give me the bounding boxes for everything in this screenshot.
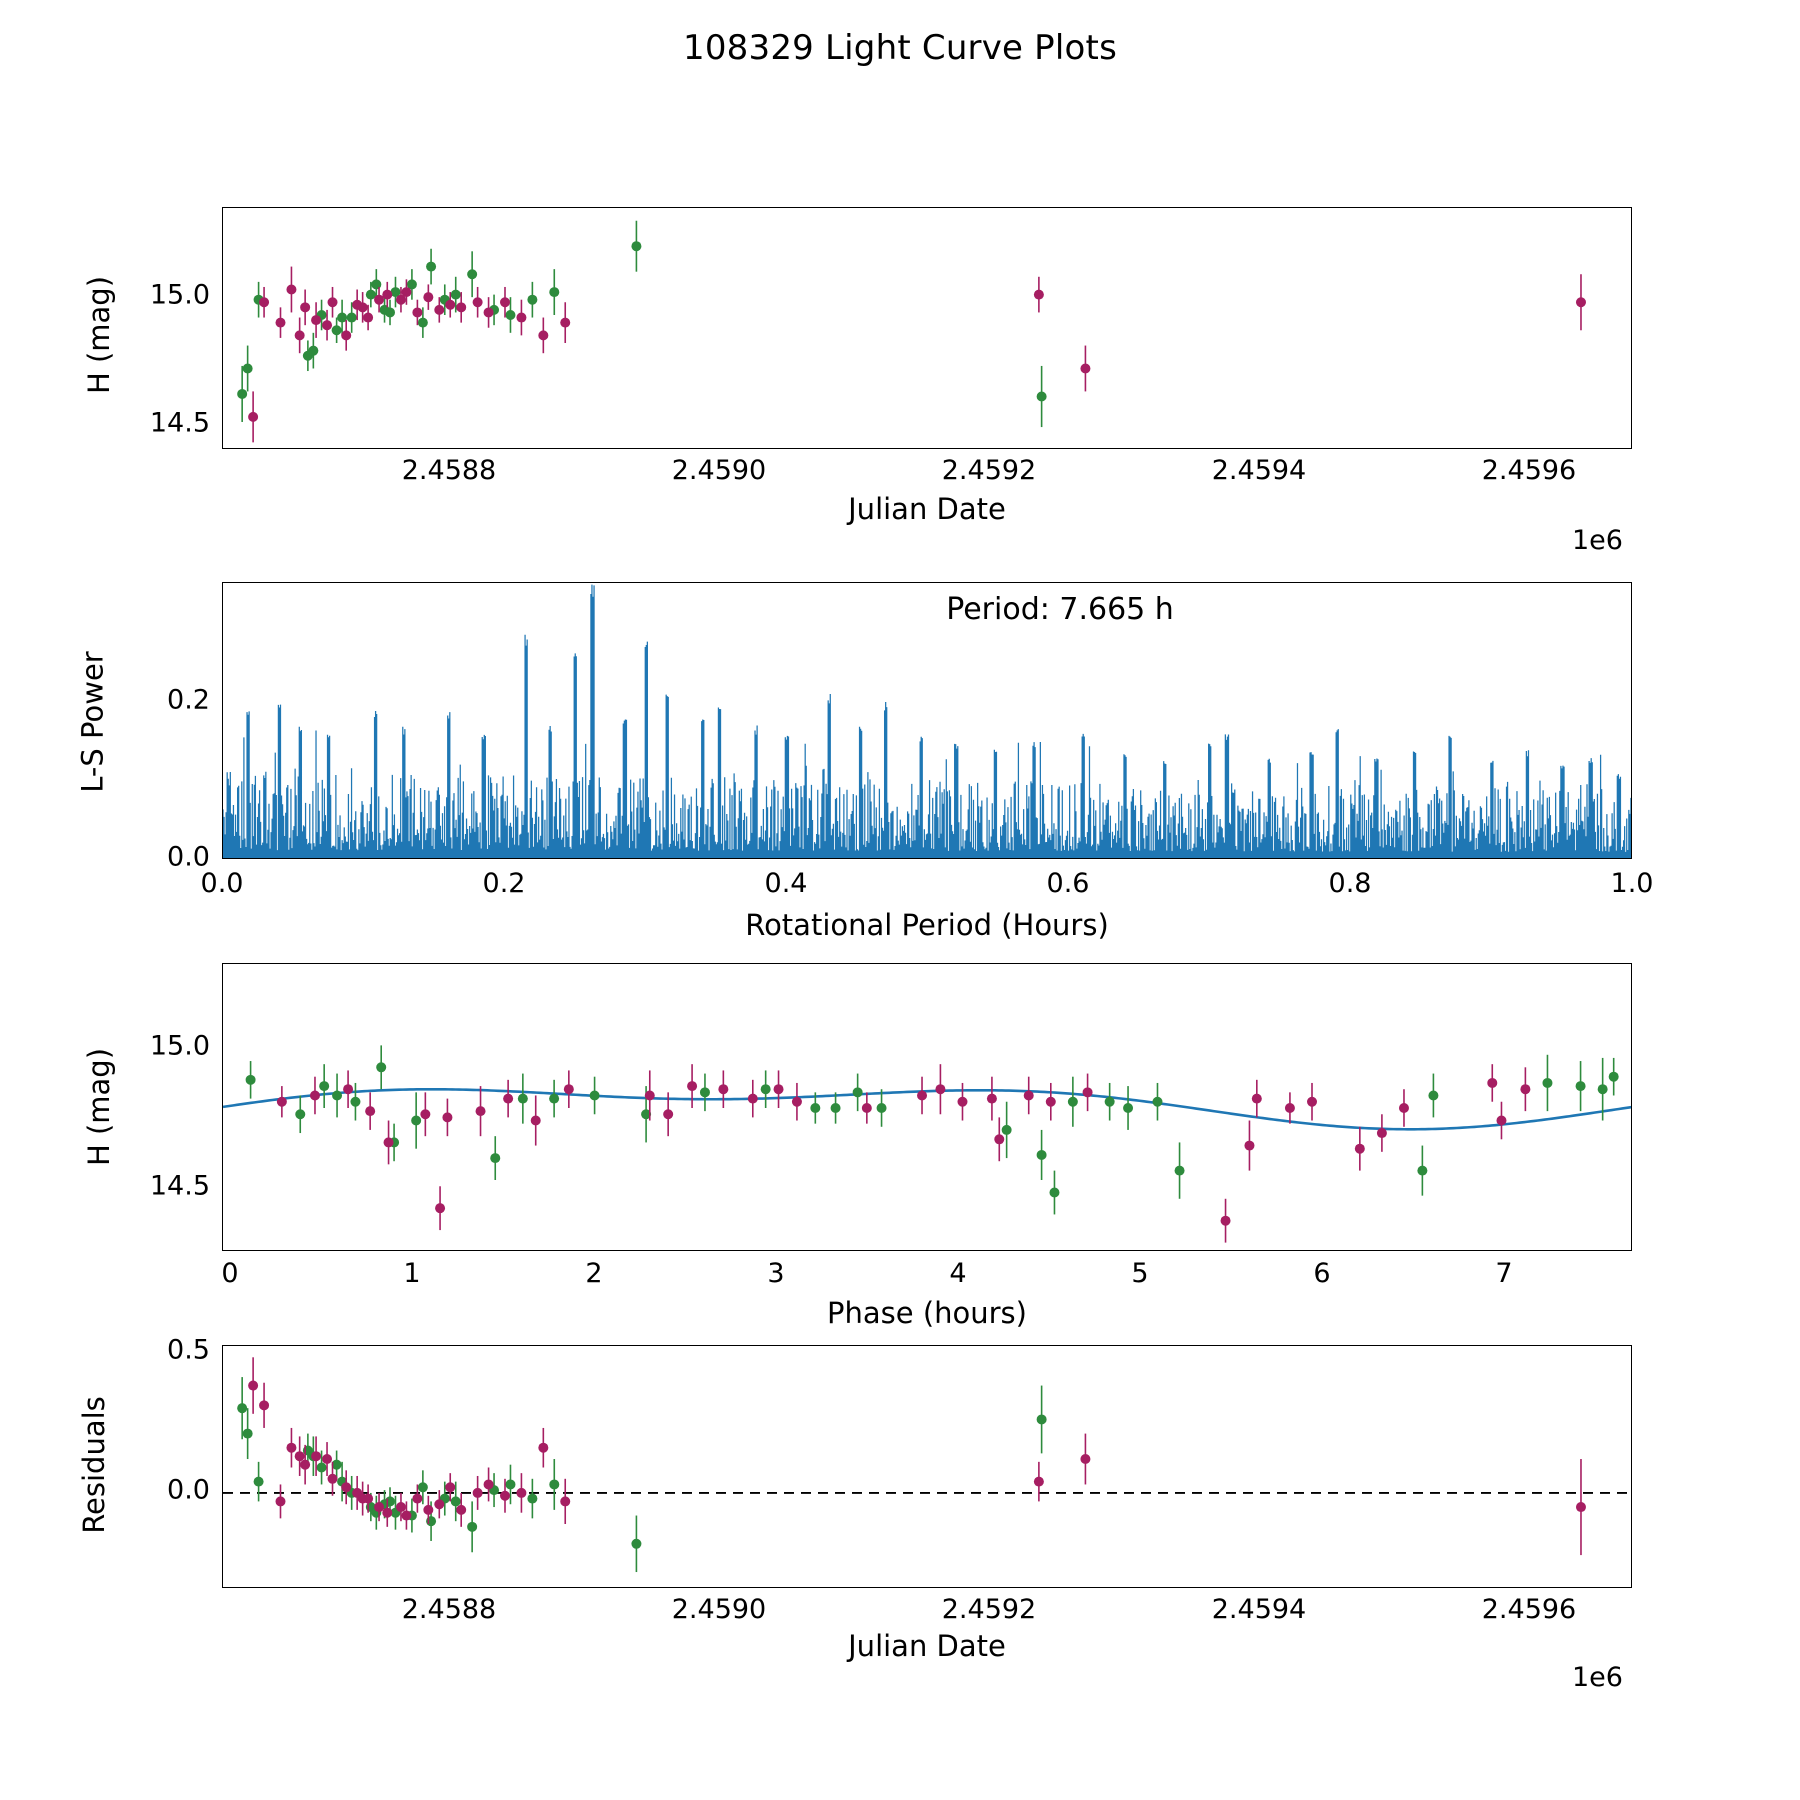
raw-light-curve-ylabel: H (mag): [82, 275, 117, 395]
xtick-label: 2: [585, 1258, 603, 1289]
xtick-label: 6: [1313, 1258, 1331, 1289]
xtick-label: 2.4592: [941, 455, 1037, 486]
residuals-axes: [222, 1345, 1632, 1588]
ytick-label: 15.0: [149, 279, 210, 311]
periodogram-axes: [222, 582, 1632, 859]
xtick-label: 5: [1131, 1258, 1149, 1289]
raw-light-curve-xlabel: Julian Date: [848, 492, 1006, 526]
panel-raw-light-curve: [222, 207, 1632, 449]
ytick-label: 0.0: [167, 1474, 210, 1506]
raw-light-curve-plot-area: [223, 208, 1632, 449]
periodogram-period-annotation: Period: 7.665 h: [946, 592, 1174, 627]
xtick-label: 2.4594: [1211, 1594, 1307, 1625]
xtick-label: 2.4596: [1481, 455, 1577, 486]
xtick-label: 0.0: [200, 868, 244, 899]
green-points: [237, 1377, 1046, 1572]
panel-periodogram: [222, 582, 1632, 859]
xtick-label: 2.4592: [941, 1594, 1037, 1625]
xtick-label: 2.4588: [401, 455, 497, 486]
xtick-label: 0.2: [482, 868, 526, 899]
panel-residuals: [222, 1345, 1632, 1588]
magenta-points: [248, 1357, 1586, 1555]
ytick-label: 14.5: [149, 407, 210, 439]
residuals-plot-area: [223, 1346, 1632, 1588]
phase-folded-plot-area: [223, 964, 1632, 1251]
xtick-label: 0.8: [1328, 868, 1372, 899]
xtick-label: 1: [403, 1258, 421, 1289]
xtick-label: 2.4596: [1481, 1594, 1577, 1625]
xtick-label: 4: [949, 1258, 967, 1289]
xtick-label: 2.4588: [401, 1594, 497, 1625]
periodogram-spikes: [223, 585, 1632, 859]
green-points: [237, 221, 1046, 427]
xtick-label: 3: [767, 1258, 785, 1289]
ytick-label: 15.0: [149, 1030, 210, 1062]
xtick-label: 2.4590: [671, 1594, 767, 1625]
phase-folded-xlabel: Phase (hours): [827, 1296, 1027, 1330]
raw-light-curve-x-offset: 1e6: [1572, 525, 1623, 556]
residuals-ylabel: Residuals: [76, 1396, 111, 1534]
phase-folded-axes: [222, 963, 1632, 1251]
raw-light-curve-axes: [222, 207, 1632, 449]
ytick-label: 0.0: [167, 841, 210, 873]
periodogram-ylabel: L-S Power: [75, 651, 110, 793]
periodogram-xlabel: Rotational Period (Hours): [745, 908, 1109, 942]
residuals-xlabel: Julian Date: [848, 1629, 1006, 1663]
magenta-points: [248, 267, 1586, 443]
xtick-label: 2.4594: [1211, 455, 1307, 486]
xtick-label: 0: [221, 1258, 239, 1289]
xtick-label: 2.4590: [671, 455, 767, 486]
periodogram-plot-area: [223, 583, 1632, 859]
ytick-label: 0.2: [167, 684, 210, 716]
panel-phase-folded: [222, 963, 1632, 1251]
ytick-label: 14.5: [149, 1170, 210, 1202]
xtick-label: 1.0: [1610, 868, 1654, 899]
residuals-x-offset: 1e6: [1572, 1662, 1623, 1693]
xtick-label: 7: [1495, 1258, 1513, 1289]
fourier-fit-curve: [223, 1089, 1632, 1129]
page-title: 108329 Light Curve Plots: [683, 28, 1117, 68]
phase-folded-ylabel: H (mag): [82, 1047, 117, 1167]
xtick-label: 0.6: [1046, 868, 1090, 899]
ytick-label: 0.5: [167, 1334, 210, 1366]
xtick-label: 0.4: [764, 868, 808, 899]
